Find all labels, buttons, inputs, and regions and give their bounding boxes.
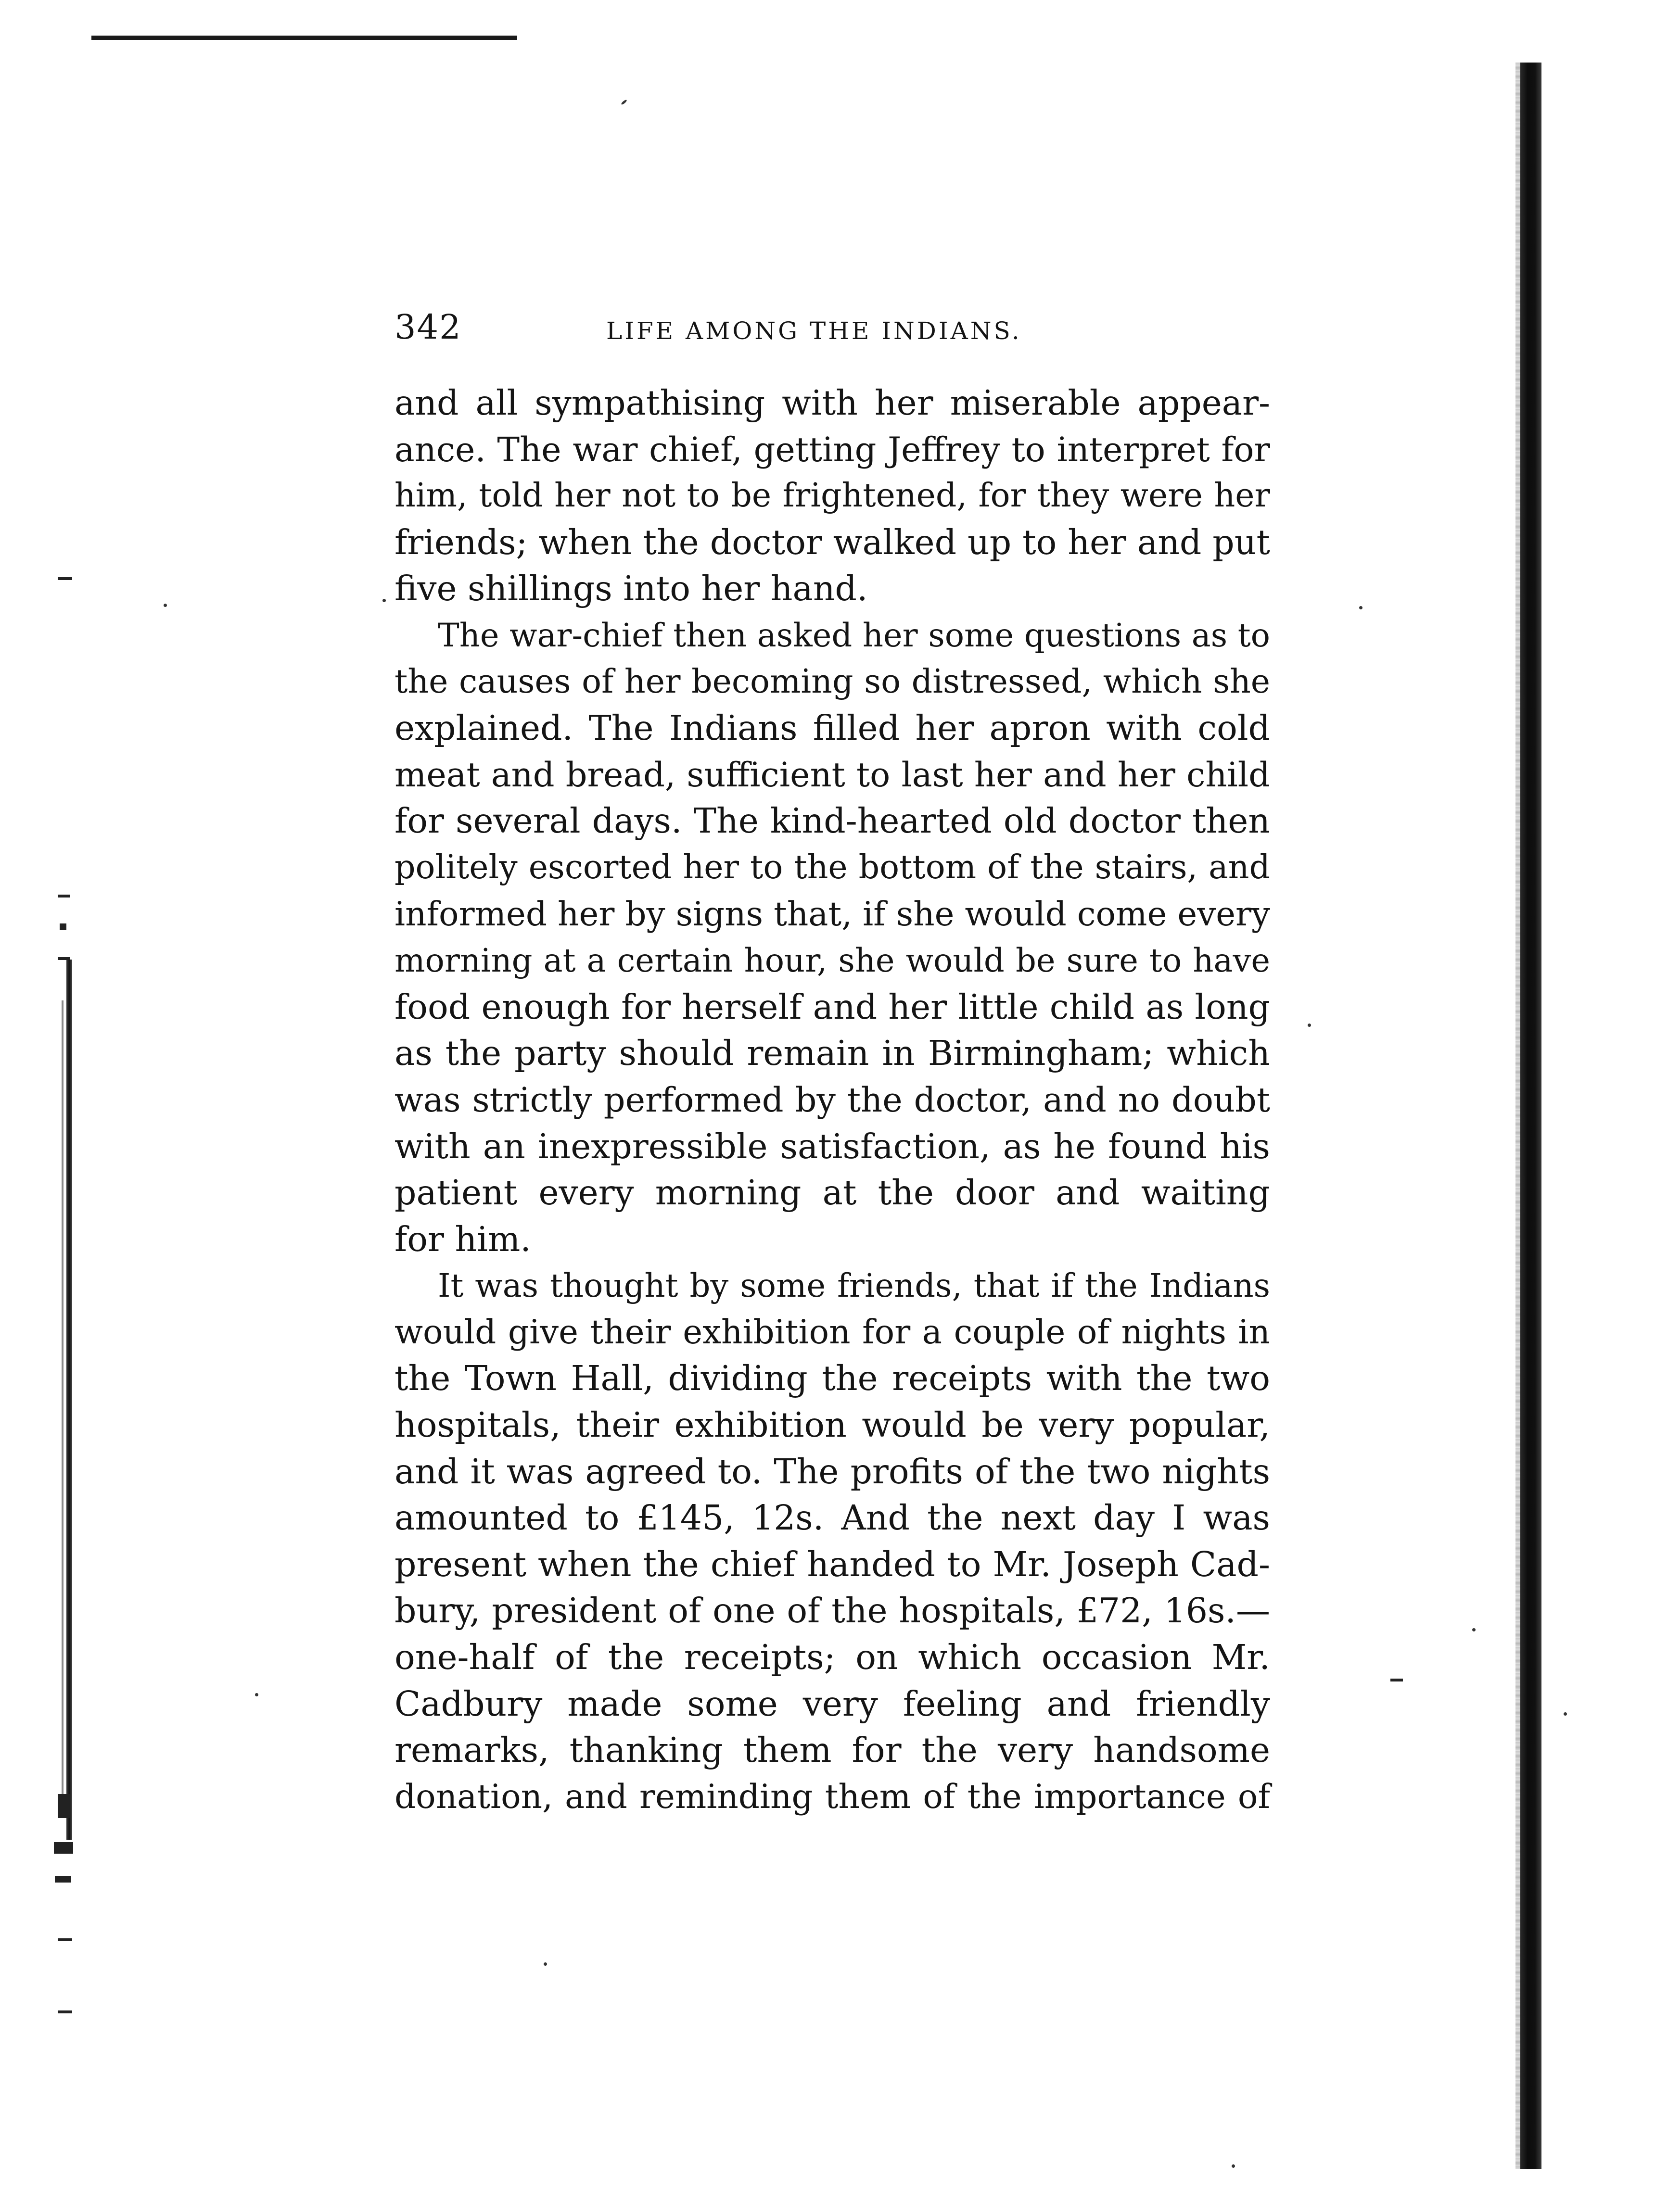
text-line: one-half of the receipts; on which occasion Mr. <box>395 1637 1270 1678</box>
text-line: hospitals, their exhibition would be very popular, <box>395 1405 1270 1445</box>
text-line: as the party should remain in Birmingham; which <box>395 1033 1270 1074</box>
scan-mark <box>60 923 66 930</box>
speck <box>1359 606 1362 609</box>
speck <box>382 599 386 602</box>
text-line: would give their exhibition for a couple of nights in <box>395 1313 1270 1352</box>
text-line: Cadbury made some very feeling and friendly <box>395 1683 1270 1724</box>
text-line: and it was agreed to. The profits of the two nights <box>395 1451 1270 1492</box>
scan-mark <box>58 1794 70 1818</box>
text-line: was strictly performed by the doctor, and no doubt <box>395 1080 1270 1120</box>
running-head: LIFE AMONG THE INDIANS. <box>606 317 1022 345</box>
speck <box>1308 1024 1311 1027</box>
page-number: 342 <box>395 307 462 347</box>
scan-mark <box>58 895 70 897</box>
scan-mark <box>58 957 70 960</box>
text-line: politely escorted her to the bottom of the stairs, and <box>395 848 1270 886</box>
text-line: five shillings into her hand. <box>395 569 868 609</box>
speck <box>1232 2164 1235 2168</box>
text-line: the Town Hall, dividing the receipts with the two <box>395 1358 1270 1399</box>
text-line: the causes of her becoming so distressed, which she <box>395 662 1270 701</box>
binding-shadow-left <box>66 960 72 1840</box>
text-line: bury, president of one of the hospitals, £72, 16s.— <box>395 1591 1270 1631</box>
text-line: food enough for herself and her little child as long <box>395 986 1270 1027</box>
text-line: with an inexpressible satisfaction, as he found his <box>395 1126 1270 1166</box>
text-line: for several days. The kind-hearted old doctor then <box>395 801 1270 841</box>
scan-mark <box>54 1842 73 1854</box>
text-line: meat and bread, sufficient to last her and her child <box>395 755 1270 795</box>
scan-mark <box>58 577 72 580</box>
scan-mark <box>55 1876 71 1883</box>
text-line: informed her by signs that, if she would come every <box>395 895 1270 934</box>
text-line: for him. <box>395 1219 531 1259</box>
text-line: patient every morning at the door and waiting <box>395 1173 1270 1213</box>
scan-mark <box>58 2010 72 2013</box>
speck <box>1472 1628 1476 1631</box>
text-line: explained. The Indians filled her apron with cold <box>395 708 1270 748</box>
text-line: and all sympathising with her miserable appear- <box>395 383 1270 423</box>
text-line: It was thought by some friends, that if the Indians <box>438 1267 1270 1305</box>
text-line: The war-chief then asked her some questions as to <box>438 616 1270 654</box>
speck <box>164 604 167 607</box>
running-header <box>395 308 1078 346</box>
scan-mark <box>1390 1679 1403 1681</box>
top-rule <box>91 36 517 40</box>
text-line: remarks, thanking them for the very handsome <box>395 1730 1270 1770</box>
speck <box>621 99 627 105</box>
speck <box>255 1693 258 1696</box>
text-line: amounted to £145, 12s. And the next day I was <box>395 1498 1270 1538</box>
text-line: donation, and reminding them of the importance of <box>395 1777 1270 1816</box>
binding-shadow-right <box>1520 63 1541 2169</box>
text-line: morning at a certain hour, she would be sure to have <box>395 942 1270 980</box>
text-line: present when the chief handed to Mr. Joseph Cad- <box>395 1544 1270 1584</box>
speck <box>544 1962 547 1966</box>
scan-mark <box>58 1938 72 1941</box>
text-line: friends; when the doctor walked up to her and put <box>395 522 1270 562</box>
speck <box>1564 1712 1567 1716</box>
body-text <box>395 380 1270 1820</box>
binding-shadow-left-thin <box>62 1000 64 1818</box>
text-line: ance. The war chief, getting Jeffrey to interpret for <box>395 430 1270 469</box>
text-line: him, told her not to be frightened, for they were her <box>395 477 1270 515</box>
